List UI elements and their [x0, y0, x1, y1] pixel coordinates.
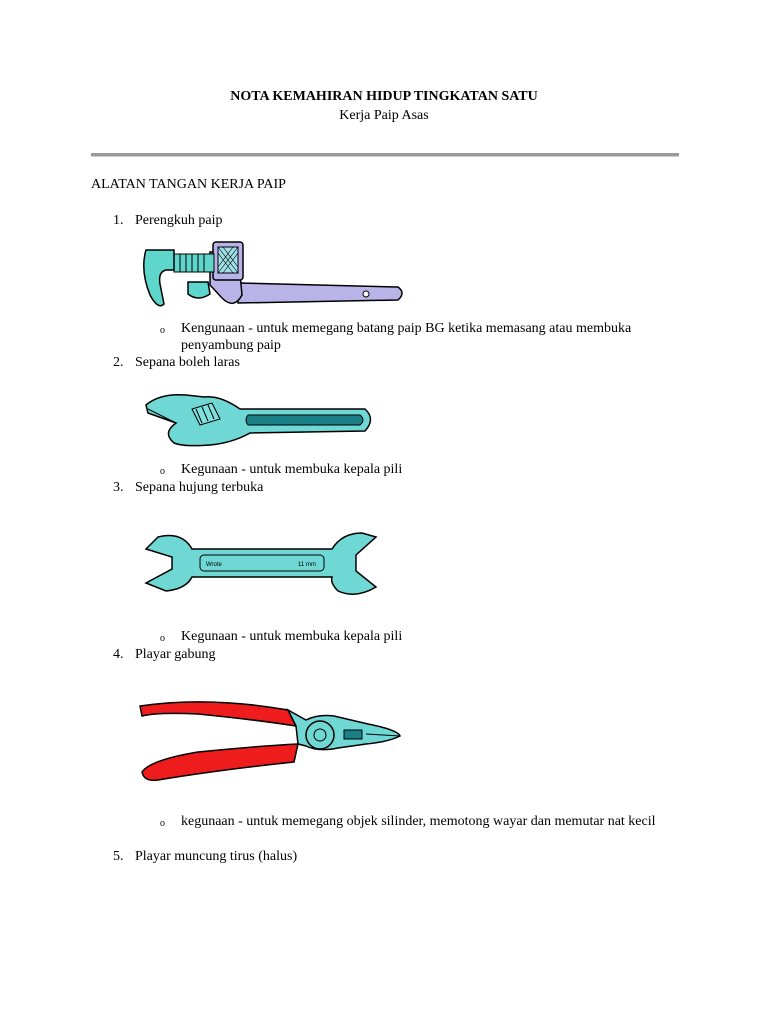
combination-pliers-icon: [138, 690, 403, 785]
list-item: [113, 849, 297, 865]
item-number: 1.: [113, 213, 124, 228]
item-usage: Kengunaan - untuk memegang batang paip BG ketika memasang atau membuka penyambung paip: [181, 321, 632, 353]
item-number: 3.: [113, 480, 124, 495]
bullet: o: [160, 466, 165, 477]
item-name: Playar gabung: [135, 647, 216, 662]
item-number: 5.: [113, 849, 124, 864]
spanner-size-label: Wrote: [206, 562, 222, 568]
list-item: [113, 355, 240, 371]
item-name: Playar muncung tirus (halus): [135, 849, 298, 864]
item-name: Sepana hujung terbuka: [135, 480, 264, 495]
list-item: [113, 480, 263, 496]
item-name: Perengkuh paip: [135, 213, 223, 228]
page-subtitle: Kerja Paip Asas: [339, 108, 429, 123]
pipe-wrench-icon: [138, 240, 408, 315]
section-heading: ALATAN TANGAN KERJA PAIP: [91, 177, 286, 192]
bullet: o: [160, 818, 165, 829]
item-number: 4.: [113, 647, 124, 662]
item-number: 2.: [113, 355, 124, 370]
page-title: NOTA KEMAHIRAN HIDUP TINGKATAN SATU: [230, 89, 538, 104]
adjustable-wrench-icon: [140, 385, 380, 455]
spanner-size-label: 11 mm: [298, 562, 316, 568]
list-item: [113, 213, 222, 229]
item-usage: kegunaan - untuk memegang objek silinder, memotong wayar dan memutar nat kecil: [181, 814, 656, 829]
bullet: o: [160, 325, 165, 336]
list-item: [113, 647, 215, 663]
divider: [91, 153, 679, 157]
bullet: o: [160, 633, 165, 644]
open-end-spanner-icon: [142, 527, 382, 599]
item-usage: Kegunaan - untuk membuka kepala pili: [181, 629, 403, 644]
item-name: Sepana boleh laras: [135, 355, 240, 370]
item-usage: Kegunaan - untuk membuka kepala pili: [181, 462, 403, 477]
